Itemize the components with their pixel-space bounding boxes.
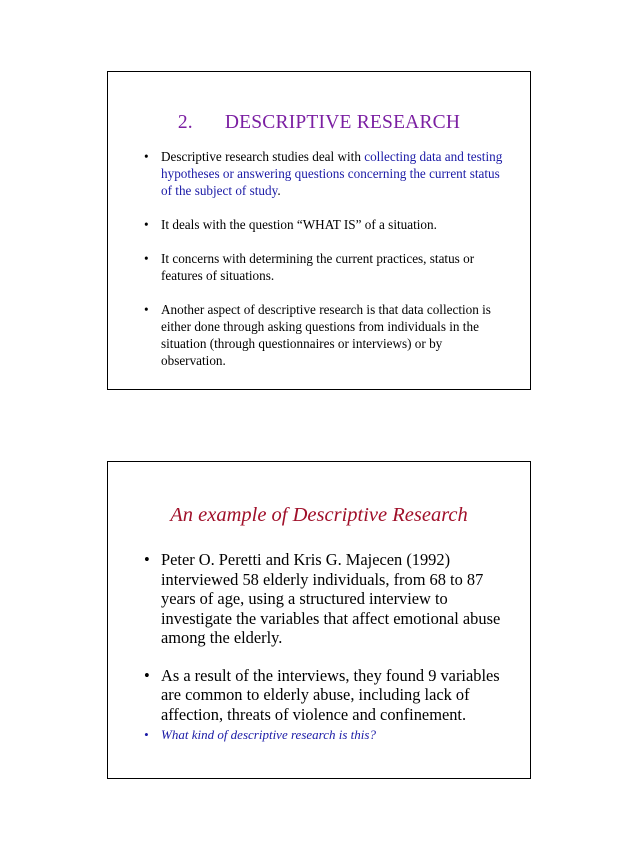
bullet-dot: • <box>144 665 150 685</box>
bullet-highlight-text: collecting data and testing hypotheses or answering questions concerning the current status of the subject of study <box>161 149 503 198</box>
bullet-text: Another aspect of descriptive research is that data collection is either done through asking questions from individuals in the situation (through questionnaires or interviews) or by observation. <box>161 302 491 368</box>
bullet-item <box>144 148 504 199</box>
bullet-dot: • <box>144 302 149 317</box>
question-item <box>144 726 514 743</box>
bullet-dot: • <box>144 149 149 164</box>
bullet-item <box>144 250 504 284</box>
slide-descriptive-example <box>107 461 531 779</box>
slide-descriptive-research <box>107 71 531 390</box>
bullet-text: Descriptive research studies deal with <box>161 149 365 164</box>
bullet-text: Peter O. Peretti and Kris G. Majecen (1992) interviewed 58 elderly individuals, from 68 to 87 years of age, using a structured interview to investigate the variables that affect emotional abuse among the elderly. <box>161 550 501 647</box>
bullet-dot: • <box>144 727 149 742</box>
bullet-tail: . <box>277 183 281 198</box>
bullet-list <box>144 148 504 386</box>
title-text: DESCRIPTIVE RESEARCH <box>224 112 461 133</box>
bullet-item <box>144 216 504 233</box>
bullet-dot: • <box>144 217 149 232</box>
bullet-text: As a result of the interviews, they found 9 variables are common to elderly abuse, including lack of affection, threats of violence and confinement. <box>161 665 500 724</box>
title-number: 2. <box>177 112 193 133</box>
bullet-dot: • <box>144 550 150 569</box>
bullet-text: It deals with the question “WHAT IS” of a situation. <box>161 217 437 232</box>
question-text: What kind of descriptive research is this? <box>161 727 376 742</box>
bullet-list <box>144 550 514 743</box>
bullet-item <box>144 550 514 648</box>
bullet-item <box>144 666 514 725</box>
bullet-text: It concerns with determining the current practices, status or features of situations. <box>161 251 475 283</box>
slide-title: An example of Descriptive Research <box>170 504 468 526</box>
slide-title <box>108 112 530 134</box>
bullet-item <box>144 301 504 369</box>
bullet-dot: • <box>144 251 149 266</box>
